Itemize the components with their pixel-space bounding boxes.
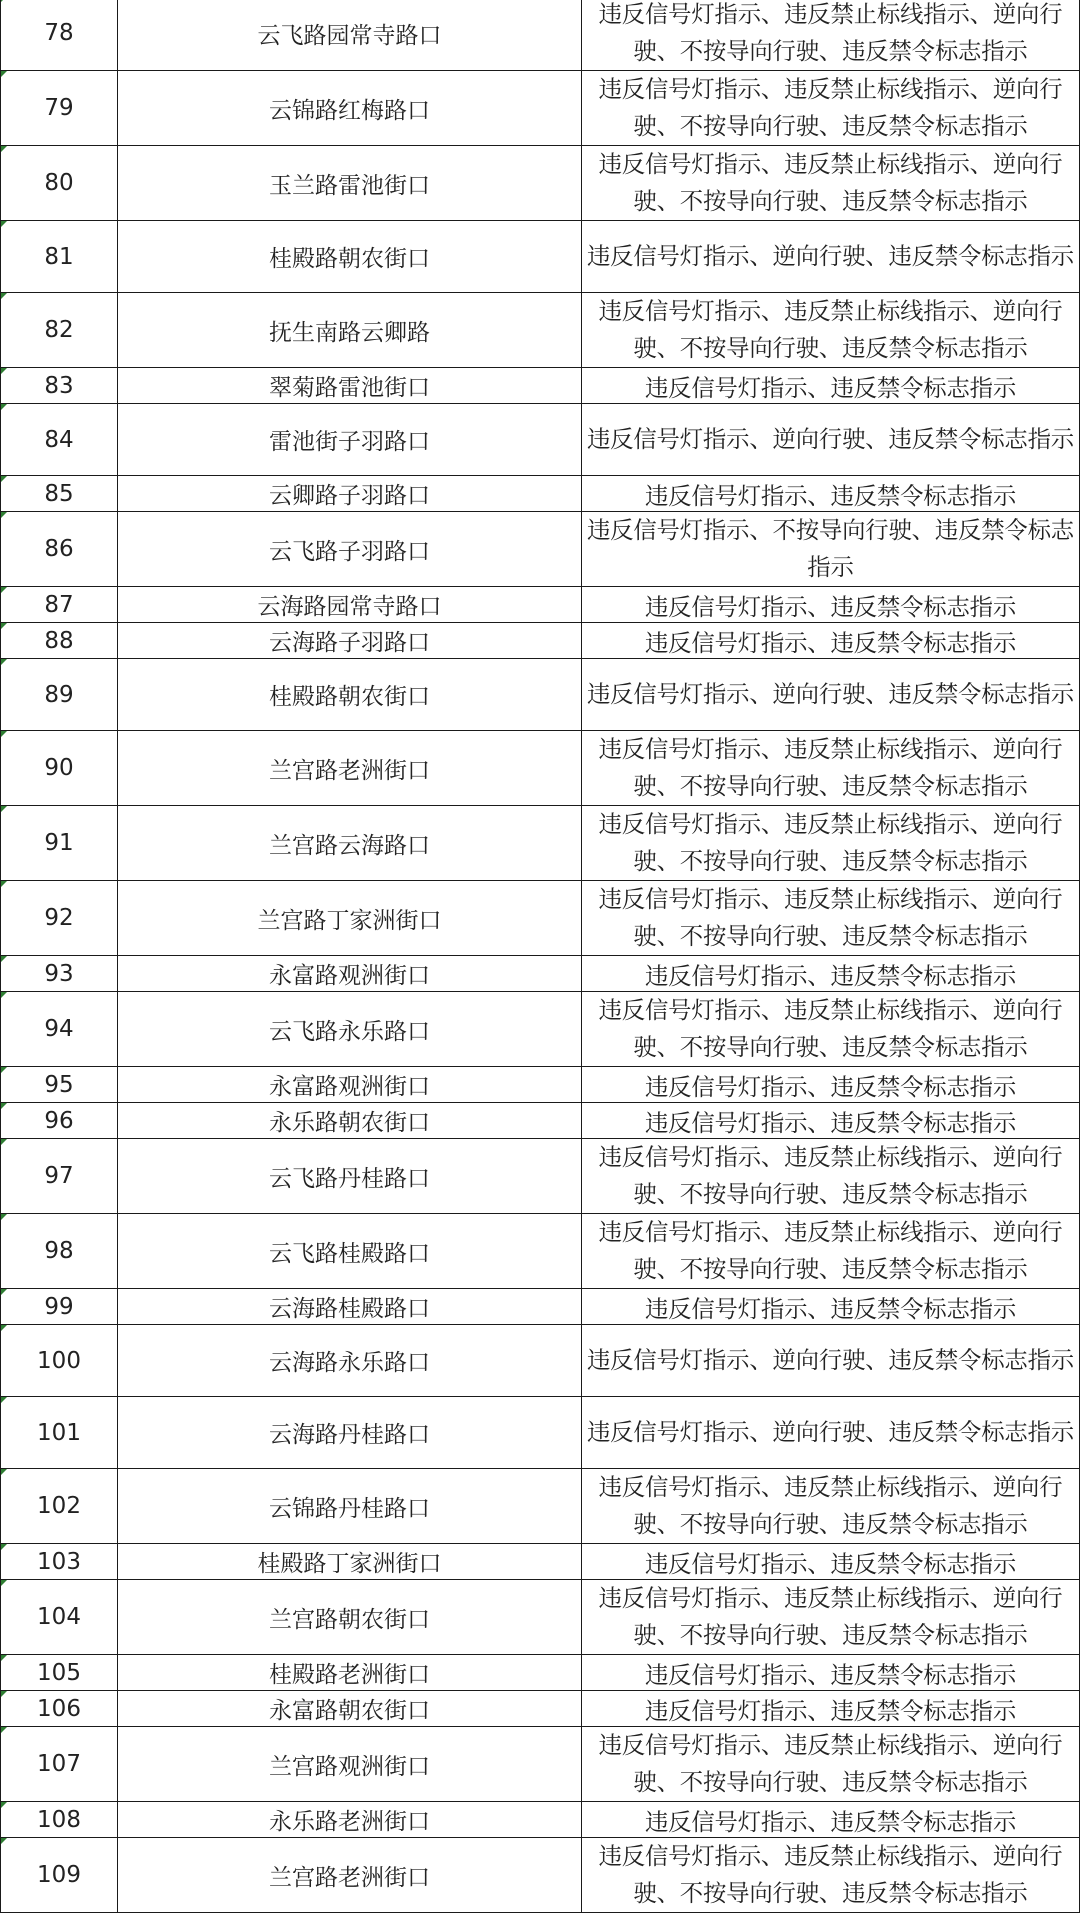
table-row bbox=[1, 1727, 1080, 1802]
table-row bbox=[1, 404, 1080, 476]
row-number: 100 bbox=[1, 1325, 118, 1397]
table-row bbox=[1, 992, 1080, 1067]
intersection-location: 云卿路子羽路口 bbox=[118, 476, 582, 512]
intersection-location: 云海路永乐路口 bbox=[118, 1325, 582, 1397]
row-number: 92 bbox=[1, 881, 118, 956]
row-number: 80 bbox=[1, 146, 118, 221]
intersection-location: 云海路丹桂路口 bbox=[118, 1397, 582, 1469]
violation-types: 违反信号灯指示、违反禁令标志指示 bbox=[582, 1655, 1080, 1691]
intersection-location: 云飞路永乐路口 bbox=[118, 992, 582, 1067]
row-number: 109 bbox=[1, 1838, 118, 1913]
intersection-location: 云锦路红梅路口 bbox=[118, 71, 582, 146]
table-row bbox=[1, 1103, 1080, 1139]
table-row bbox=[1, 1214, 1080, 1289]
table-row bbox=[1, 476, 1080, 512]
violation-types: 违反信号灯指示、违反禁止标线指示、逆向行驶、不按导向行驶、违反禁令标志指示 bbox=[582, 1139, 1080, 1214]
violation-types: 违反信号灯指示、违反禁止标线指示、逆向行驶、不按导向行驶、违反禁令标志指示 bbox=[582, 71, 1080, 146]
intersection-location: 云飞路园常寺路口 bbox=[118, 0, 582, 71]
violation-types: 违反信号灯指示、违反禁止标线指示、逆向行驶、不按导向行驶、违反禁令标志指示 bbox=[582, 146, 1080, 221]
violation-types: 违反信号灯指示、违反禁止标线指示、逆向行驶、不按导向行驶、违反禁令标志指示 bbox=[582, 0, 1080, 71]
intersection-location: 云锦路丹桂路口 bbox=[118, 1469, 582, 1544]
intersection-location: 桂殿路朝农街口 bbox=[118, 659, 582, 731]
row-number: 83 bbox=[1, 368, 118, 404]
violation-types: 违反信号灯指示、违反禁止标线指示、逆向行驶、不按导向行驶、违反禁令标志指示 bbox=[582, 992, 1080, 1067]
table-row bbox=[1, 1325, 1080, 1397]
row-number: 91 bbox=[1, 806, 118, 881]
violation-types: 违反信号灯指示、违反禁令标志指示 bbox=[582, 1103, 1080, 1139]
table-row bbox=[1, 71, 1080, 146]
table-row bbox=[1, 623, 1080, 659]
row-number: 98 bbox=[1, 1214, 118, 1289]
table-row bbox=[1, 1655, 1080, 1691]
row-number: 81 bbox=[1, 221, 118, 293]
violation-types: 违反信号灯指示、逆向行驶、违反禁令标志指示 bbox=[582, 404, 1080, 476]
row-number: 85 bbox=[1, 476, 118, 512]
violation-types: 违反信号灯指示、不按导向行驶、违反禁令标志指示 bbox=[582, 512, 1080, 587]
violation-types: 违反信号灯指示、违反禁令标志指示 bbox=[582, 368, 1080, 404]
violation-types: 违反信号灯指示、违反禁止标线指示、逆向行驶、不按导向行驶、违反禁令标志指示 bbox=[582, 806, 1080, 881]
row-number: 104 bbox=[1, 1580, 118, 1655]
table-body bbox=[1, 0, 1080, 1913]
intersection-location: 翠菊路雷池街口 bbox=[118, 368, 582, 404]
violation-types: 违反信号灯指示、违反禁止标线指示、逆向行驶、不按导向行驶、违反禁令标志指示 bbox=[582, 731, 1080, 806]
intersection-location: 桂殿路老洲街口 bbox=[118, 1655, 582, 1691]
violation-types: 违反信号灯指示、违反禁止标线指示、逆向行驶、不按导向行驶、违反禁令标志指示 bbox=[582, 1469, 1080, 1544]
row-number: 99 bbox=[1, 1289, 118, 1325]
intersection-location: 兰宫路云海路口 bbox=[118, 806, 582, 881]
violation-types: 违反信号灯指示、逆向行驶、违反禁令标志指示 bbox=[582, 1325, 1080, 1397]
violation-types: 违反信号灯指示、违反禁止标线指示、逆向行驶、不按导向行驶、违反禁令标志指示 bbox=[582, 1727, 1080, 1802]
table-row bbox=[1, 731, 1080, 806]
intersection-location: 桂殿路丁家洲街口 bbox=[118, 1544, 582, 1580]
table-row bbox=[1, 659, 1080, 731]
row-number: 106 bbox=[1, 1691, 118, 1727]
intersection-location: 永富路朝农街口 bbox=[118, 1691, 582, 1727]
violation-types: 违反信号灯指示、逆向行驶、违反禁令标志指示 bbox=[582, 221, 1080, 293]
row-number: 88 bbox=[1, 623, 118, 659]
row-number: 94 bbox=[1, 992, 118, 1067]
table-row bbox=[1, 1397, 1080, 1469]
intersection-location: 雷池街子羽路口 bbox=[118, 404, 582, 476]
violation-types: 违反信号灯指示、违反禁令标志指示 bbox=[582, 623, 1080, 659]
intersection-location: 永乐路朝农街口 bbox=[118, 1103, 582, 1139]
row-number: 89 bbox=[1, 659, 118, 731]
row-number: 107 bbox=[1, 1727, 118, 1802]
row-number: 101 bbox=[1, 1397, 118, 1469]
violation-types: 违反信号灯指示、违反禁令标志指示 bbox=[582, 1067, 1080, 1103]
row-number: 108 bbox=[1, 1802, 118, 1838]
table-row bbox=[1, 1802, 1080, 1838]
row-number: 103 bbox=[1, 1544, 118, 1580]
row-number: 84 bbox=[1, 404, 118, 476]
table-row bbox=[1, 0, 1080, 71]
table-row bbox=[1, 1691, 1080, 1727]
violation-types: 违反信号灯指示、违反禁令标志指示 bbox=[582, 1802, 1080, 1838]
table-row bbox=[1, 293, 1080, 368]
table-row bbox=[1, 1838, 1080, 1913]
intersection-location: 抚生南路云卿路 bbox=[118, 293, 582, 368]
row-number: 87 bbox=[1, 587, 118, 623]
table-row bbox=[1, 1289, 1080, 1325]
intersection-location: 兰宫路朝农街口 bbox=[118, 1580, 582, 1655]
violation-types: 违反信号灯指示、违反禁止标线指示、逆向行驶、不按导向行驶、违反禁令标志指示 bbox=[582, 293, 1080, 368]
table-row bbox=[1, 368, 1080, 404]
table-row bbox=[1, 1580, 1080, 1655]
intersection-location: 云海路园常寺路口 bbox=[118, 587, 582, 623]
table-row bbox=[1, 146, 1080, 221]
table-row bbox=[1, 1067, 1080, 1103]
violation-types: 违反信号灯指示、违反禁止标线指示、逆向行驶、不按导向行驶、违反禁令标志指示 bbox=[582, 881, 1080, 956]
row-number: 96 bbox=[1, 1103, 118, 1139]
violation-types: 违反信号灯指示、违反禁止标线指示、逆向行驶、不按导向行驶、违反禁令标志指示 bbox=[582, 1838, 1080, 1913]
violation-types: 违反信号灯指示、违反禁令标志指示 bbox=[582, 1544, 1080, 1580]
row-number: 105 bbox=[1, 1655, 118, 1691]
row-number: 102 bbox=[1, 1469, 118, 1544]
violation-types: 违反信号灯指示、违反禁令标志指示 bbox=[582, 587, 1080, 623]
intersection-location: 云飞路子羽路口 bbox=[118, 512, 582, 587]
row-number: 97 bbox=[1, 1139, 118, 1214]
intersection-location: 桂殿路朝农街口 bbox=[118, 221, 582, 293]
row-number: 79 bbox=[1, 71, 118, 146]
row-number: 86 bbox=[1, 512, 118, 587]
violation-types: 违反信号灯指示、违反禁令标志指示 bbox=[582, 1289, 1080, 1325]
table-row bbox=[1, 806, 1080, 881]
table-row bbox=[1, 1469, 1080, 1544]
table-row bbox=[1, 221, 1080, 293]
intersection-location: 兰宫路丁家洲街口 bbox=[118, 881, 582, 956]
intersection-location: 兰宫路老洲街口 bbox=[118, 731, 582, 806]
violation-types: 违反信号灯指示、逆向行驶、违反禁令标志指示 bbox=[582, 659, 1080, 731]
intersection-location: 永乐路老洲街口 bbox=[118, 1802, 582, 1838]
violation-types: 违反信号灯指示、违反禁令标志指示 bbox=[582, 476, 1080, 512]
table-row bbox=[1, 1544, 1080, 1580]
table-row bbox=[1, 587, 1080, 623]
row-number: 90 bbox=[1, 731, 118, 806]
intersection-location: 云海路桂殿路口 bbox=[118, 1289, 582, 1325]
intersection-location: 兰宫路老洲街口 bbox=[118, 1838, 582, 1913]
intersection-location: 玉兰路雷池街口 bbox=[118, 146, 582, 221]
violation-types: 违反信号灯指示、违反禁令标志指示 bbox=[582, 956, 1080, 992]
table-row bbox=[1, 1139, 1080, 1214]
intersection-location: 永富路观洲街口 bbox=[118, 956, 582, 992]
row-number: 82 bbox=[1, 293, 118, 368]
intersection-location: 云飞路桂殿路口 bbox=[118, 1214, 582, 1289]
intersection-location: 云飞路丹桂路口 bbox=[118, 1139, 582, 1214]
row-number: 93 bbox=[1, 956, 118, 992]
violation-types: 违反信号灯指示、逆向行驶、违反禁令标志指示 bbox=[582, 1397, 1080, 1469]
row-number: 78 bbox=[1, 0, 118, 71]
intersection-location: 云海路子羽路口 bbox=[118, 623, 582, 659]
table-row bbox=[1, 881, 1080, 956]
intersection-location: 永富路观洲街口 bbox=[118, 1067, 582, 1103]
row-number: 95 bbox=[1, 1067, 118, 1103]
table-row bbox=[1, 512, 1080, 587]
intersection-location: 兰宫路观洲街口 bbox=[118, 1727, 582, 1802]
table-row bbox=[1, 956, 1080, 992]
violation-types: 违反信号灯指示、违反禁止标线指示、逆向行驶、不按导向行驶、违反禁令标志指示 bbox=[582, 1214, 1080, 1289]
violation-types: 违反信号灯指示、违反禁止标线指示、逆向行驶、不按导向行驶、违反禁令标志指示 bbox=[582, 1580, 1080, 1655]
violation-types: 违反信号灯指示、违反禁令标志指示 bbox=[582, 1691, 1080, 1727]
